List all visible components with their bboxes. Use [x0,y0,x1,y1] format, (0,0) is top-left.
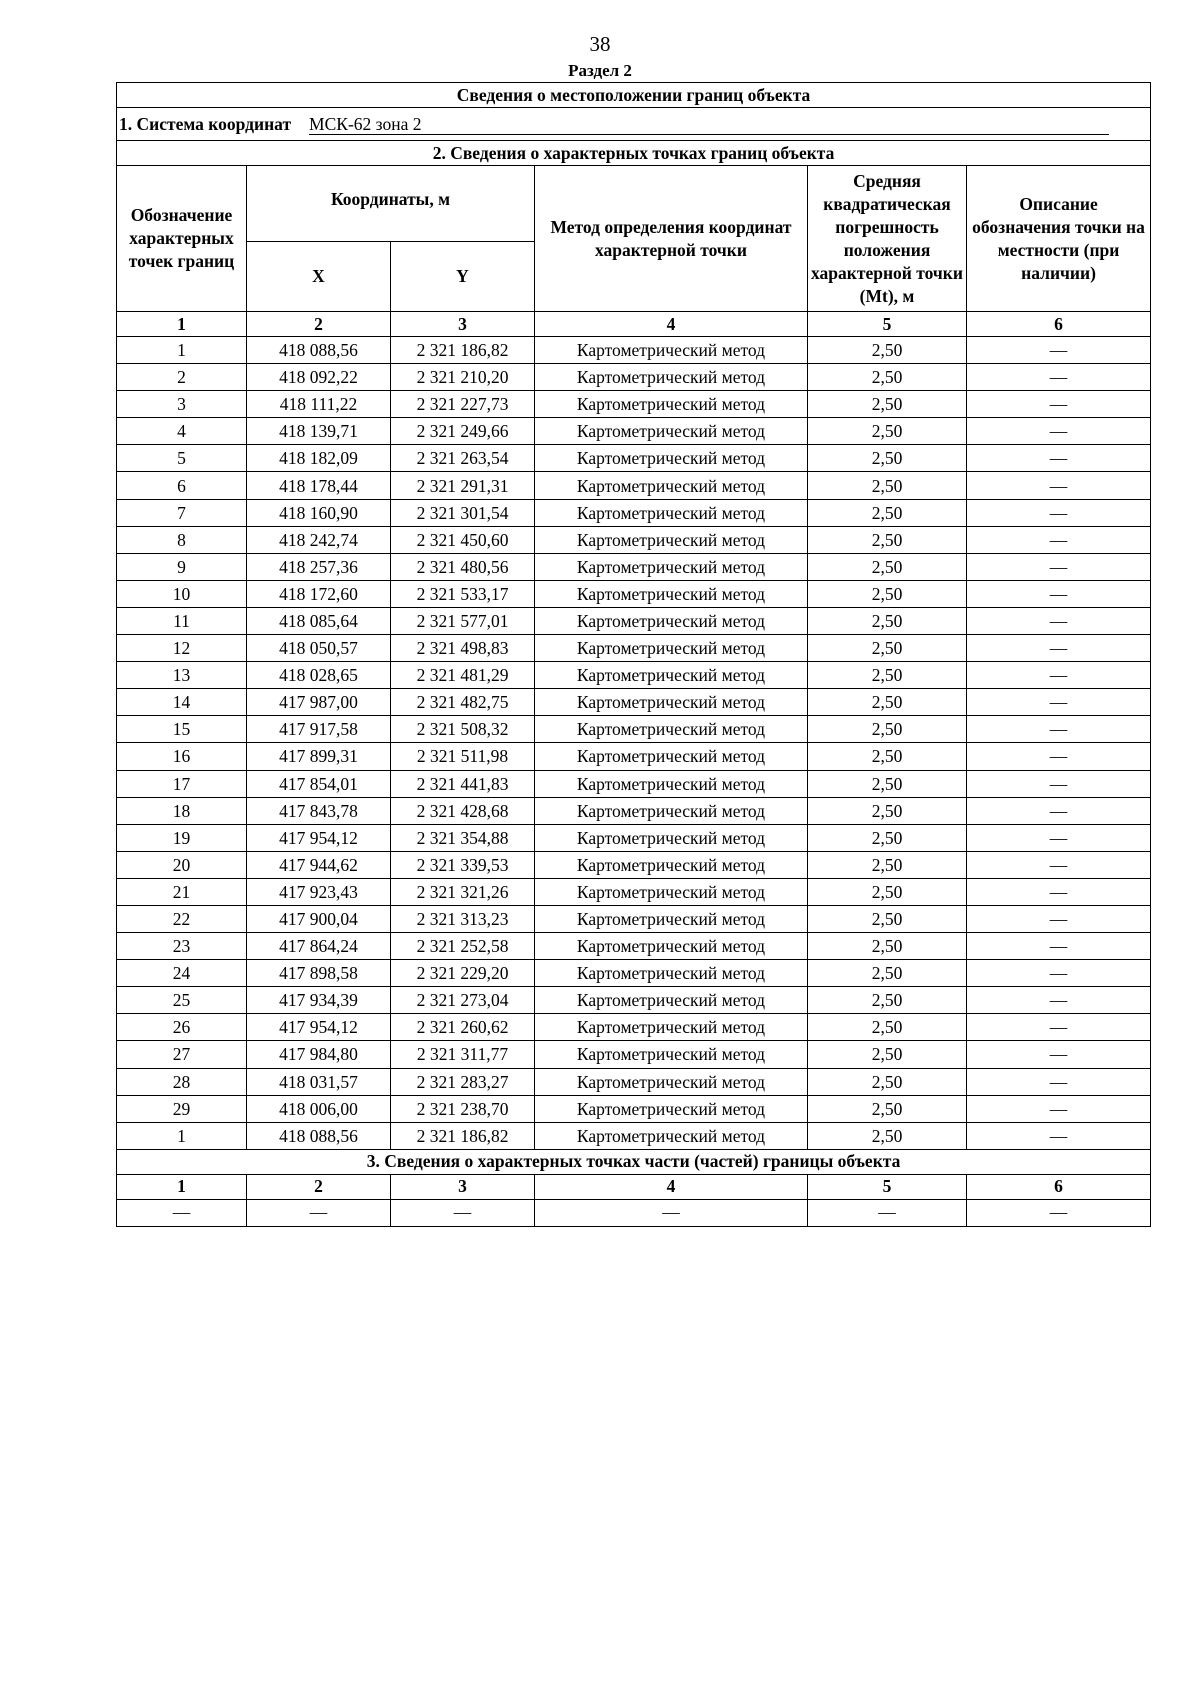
empty-cell: — [247,1199,391,1226]
coord-x: 418 139,71 [247,418,391,445]
table-row [117,418,1151,445]
coord-y: 2 321 291,31 [391,472,535,499]
coord-y: 2 321 273,04 [391,987,535,1014]
coord-x: 417 923,43 [247,878,391,905]
description: — [967,743,1151,770]
description: — [967,1068,1151,1095]
coord-x: 417 898,58 [247,960,391,987]
description: — [967,960,1151,987]
description: — [967,662,1151,689]
description: — [967,418,1151,445]
point-id: 12 [117,635,247,662]
header-y: Y [391,242,535,312]
mt-error: 2,50 [808,499,967,526]
coord-x: 418 006,00 [247,1095,391,1122]
method: Картометрический метод [535,445,808,472]
point-id: 16 [117,743,247,770]
empty-cell: — [808,1199,967,1226]
mt-error: 2,50 [808,960,967,987]
description: — [967,933,1151,960]
table-row [117,824,1151,851]
description: — [967,472,1151,499]
method: Картометрический метод [535,1041,808,1068]
coord-x: 417 900,04 [247,905,391,932]
coord-x: 418 031,57 [247,1068,391,1095]
table-row [117,337,1151,364]
column-numbers-row [117,312,1151,337]
mt-error: 2,50 [808,580,967,607]
table-row [117,689,1151,716]
method: Картометрический метод [535,472,808,499]
method: Картометрический метод [535,499,808,526]
table-row [117,553,1151,580]
header-point-designation: Обозначение характерных точек границ [117,166,247,312]
coord-y: 2 321 210,20 [391,364,535,391]
description: — [967,635,1151,662]
description: — [967,1122,1151,1149]
mt-error: 2,50 [808,851,967,878]
coord-y: 2 321 339,53 [391,851,535,878]
description: — [967,445,1151,472]
description: — [967,499,1151,526]
coord-x: 418 050,57 [247,635,391,662]
coord-y: 2 321 354,88 [391,824,535,851]
coord-y: 2 321 186,82 [391,1122,535,1149]
coord-x: 418 182,09 [247,445,391,472]
mt-error: 2,50 [808,716,967,743]
section-title: Раздел 2 [568,61,632,80]
point-id: 11 [117,607,247,634]
mt-error: 2,50 [808,418,967,445]
method: Картометрический метод [535,1095,808,1122]
table-row [117,1041,1151,1068]
coord-x: 417 944,62 [247,851,391,878]
coord-y: 2 321 229,20 [391,960,535,987]
point-id: 8 [117,526,247,553]
coord-x: 417 854,01 [247,770,391,797]
coord-x: 417 934,39 [247,987,391,1014]
table-row [117,580,1151,607]
method: Картометрический метод [535,635,808,662]
point-id: 15 [117,716,247,743]
method: Картометрический метод [535,662,808,689]
header-x: X [247,242,391,312]
table-row [117,445,1151,472]
description: — [967,1014,1151,1041]
mt-error: 2,50 [808,472,967,499]
column-number: 2 [247,312,391,337]
method: Картометрический метод [535,337,808,364]
point-id: 23 [117,933,247,960]
coord-y: 2 321 301,54 [391,499,535,526]
point-id: 18 [117,797,247,824]
description: — [967,716,1151,743]
coord-x: 418 092,22 [247,364,391,391]
coord-y: 2 321 511,98 [391,743,535,770]
table-row [117,391,1151,418]
description: — [967,391,1151,418]
header-coordinates: Координаты, м [247,166,535,242]
method: Картометрический метод [535,526,808,553]
table-row [117,472,1151,499]
coord-x: 417 987,00 [247,689,391,716]
point-id: 25 [117,987,247,1014]
description: — [967,526,1151,553]
coord-y: 2 321 252,58 [391,933,535,960]
coord-x: 418 242,74 [247,526,391,553]
coord-y: 2 321 482,75 [391,689,535,716]
coord-y: 2 321 428,68 [391,797,535,824]
table-row [117,635,1151,662]
coord-y: 2 321 441,83 [391,770,535,797]
mt-error: 2,50 [808,607,967,634]
mt-error: 2,50 [808,770,967,797]
coord-y: 2 321 186,82 [391,337,535,364]
method: Картометрический метод [535,1068,808,1095]
coord-y: 2 321 238,70 [391,1095,535,1122]
method: Картометрический метод [535,824,808,851]
coord-y: 2 321 508,32 [391,716,535,743]
column-number: 1 [117,1174,247,1199]
coord-x: 418 178,44 [247,472,391,499]
method: Картометрический метод [535,689,808,716]
point-id: 1 [117,1122,247,1149]
point-id: 27 [117,1041,247,1068]
method: Картометрический метод [535,851,808,878]
coord-x: 418 028,65 [247,662,391,689]
point-id: 13 [117,662,247,689]
coord-x: 418 257,36 [247,553,391,580]
table-row [117,716,1151,743]
table-row [117,878,1151,905]
coord-y: 2 321 533,17 [391,580,535,607]
coord-y: 2 321 311,77 [391,1041,535,1068]
coord-x: 417 899,31 [247,743,391,770]
table-row [117,499,1151,526]
table-row [117,770,1151,797]
coord-y: 2 321 480,56 [391,553,535,580]
coord-y: 2 321 321,26 [391,878,535,905]
point-id: 5 [117,445,247,472]
method: Картометрический метод [535,905,808,932]
method: Картометрический метод [535,933,808,960]
method: Картометрический метод [535,987,808,1014]
table-row [117,1095,1151,1122]
coord-x: 418 160,90 [247,499,391,526]
mt-error: 2,50 [808,933,967,960]
method: Картометрический метод [535,716,808,743]
mt-error: 2,50 [808,689,967,716]
description: — [967,987,1151,1014]
point-id: 9 [117,553,247,580]
description: — [967,337,1151,364]
header-description: Описание обозначения точки на местности (при наличии) [967,166,1151,312]
description: — [967,689,1151,716]
mt-error: 2,50 [808,1014,967,1041]
table-row [117,905,1151,932]
point-id: 29 [117,1095,247,1122]
page-number: 38 [589,32,611,56]
method: Картометрический метод [535,770,808,797]
coord-y: 2 321 263,54 [391,445,535,472]
table-row [117,526,1151,553]
method: Картометрический метод [535,797,808,824]
column-number: 4 [535,1174,808,1199]
table-row [117,662,1151,689]
point-id: 17 [117,770,247,797]
coord-x: 417 954,12 [247,1014,391,1041]
description: — [967,824,1151,851]
coord-x: 417 864,24 [247,933,391,960]
mt-error: 2,50 [808,824,967,851]
table-row [117,1122,1151,1149]
column-number: 5 [808,1174,967,1199]
coord-x: 418 172,60 [247,580,391,607]
coord-system-row [117,108,1151,141]
method: Картометрический метод [535,960,808,987]
mt-error: 2,50 [808,635,967,662]
coord-x: 417 984,80 [247,1041,391,1068]
description: — [967,1095,1151,1122]
method: Картометрический метод [535,553,808,580]
point-id: 6 [117,472,247,499]
method: Картометрический метод [535,1122,808,1149]
description: — [967,580,1151,607]
table-row [117,607,1151,634]
description: — [967,1041,1151,1068]
mt-error: 2,50 [808,905,967,932]
mt-error: 2,50 [808,445,967,472]
column-number: 6 [967,1174,1151,1199]
point-id: 20 [117,851,247,878]
coord-system-label: 1. Система координат [119,113,292,134]
empty-cell: — [391,1199,535,1226]
method: Картометрический метод [535,391,808,418]
point-id: 4 [117,418,247,445]
header-method: Метод определения координат характерной точки [535,166,808,312]
coord-x: 417 954,12 [247,824,391,851]
empty-cell: — [117,1199,247,1226]
table-row [117,797,1151,824]
table-title: Сведения о местоположении границ объекта [117,83,1151,108]
column-number: 3 [391,312,535,337]
column-number: 6 [967,312,1151,337]
description: — [967,607,1151,634]
point-id: 24 [117,960,247,987]
table-row [117,1068,1151,1095]
table-row [117,933,1151,960]
mt-error: 2,50 [808,987,967,1014]
point-id: 10 [117,580,247,607]
method: Картометрический метод [535,743,808,770]
coord-y: 2 321 227,73 [391,391,535,418]
coord-system-value: МСК-62 зона 2 [309,114,1109,135]
mt-error: 2,50 [808,797,967,824]
table-row [117,743,1151,770]
column-numbers-row [117,1174,1151,1199]
point-id: 26 [117,1014,247,1041]
part-points-empty-row [117,1199,1151,1226]
column-number: 5 [808,312,967,337]
mt-error: 2,50 [808,662,967,689]
column-number: 3 [391,1174,535,1199]
method: Картометрический метод [535,580,808,607]
mt-error: 2,50 [808,1041,967,1068]
point-id: 3 [117,391,247,418]
coord-x: 418 085,64 [247,607,391,634]
table-row [117,960,1151,987]
coord-y: 2 321 577,01 [391,607,535,634]
coord-y: 2 321 249,66 [391,418,535,445]
table-row [117,851,1151,878]
coord-x: 417 917,58 [247,716,391,743]
description: — [967,553,1151,580]
mt-error: 2,50 [808,878,967,905]
mt-error: 2,50 [808,364,967,391]
column-number: 1 [117,312,247,337]
empty-cell: — [535,1199,808,1226]
coord-y: 2 321 498,83 [391,635,535,662]
mt-error: 2,50 [808,1095,967,1122]
mt-error: 2,50 [808,1068,967,1095]
empty-cell: — [967,1199,1151,1226]
point-id: 28 [117,1068,247,1095]
description: — [967,851,1151,878]
mt-error: 2,50 [808,337,967,364]
coord-x: 417 843,78 [247,797,391,824]
mt-error: 2,50 [808,553,967,580]
description: — [967,905,1151,932]
method: Картометрический метод [535,878,808,905]
column-number: 2 [247,1174,391,1199]
coord-x: 418 088,56 [247,1122,391,1149]
mt-error: 2,50 [808,1122,967,1149]
point-id: 22 [117,905,247,932]
subsection-3-title: 3. Сведения о характерных точках части (частей) границы объекта [117,1149,1151,1174]
mt-error: 2,50 [808,743,967,770]
description: — [967,878,1151,905]
point-id: 1 [117,337,247,364]
point-id: 2 [117,364,247,391]
point-id: 21 [117,878,247,905]
coord-y: 2 321 450,60 [391,526,535,553]
method: Картометрический метод [535,418,808,445]
header-error: Средняя квадратическая погрешность положения характерной точки (Mt), м [808,166,967,312]
description: — [967,364,1151,391]
coord-x: 418 111,22 [247,391,391,418]
coord-x: 418 088,56 [247,337,391,364]
table-row [117,987,1151,1014]
method: Картометрический метод [535,607,808,634]
table-row [117,1014,1151,1041]
point-id: 19 [117,824,247,851]
method: Картометрический метод [535,1014,808,1041]
description: — [967,797,1151,824]
boundary-info-table [116,82,1151,1227]
table-row [117,364,1151,391]
mt-error: 2,50 [808,526,967,553]
subsection-2-title: 2. Сведения о характерных точках границ объекта [117,141,1151,166]
point-id: 7 [117,499,247,526]
method: Картометрический метод [535,364,808,391]
column-number: 4 [535,312,808,337]
coord-y: 2 321 481,29 [391,662,535,689]
description: — [967,770,1151,797]
coord-y: 2 321 313,23 [391,905,535,932]
coord-y: 2 321 283,27 [391,1068,535,1095]
point-id: 14 [117,689,247,716]
coord-y: 2 321 260,62 [391,1014,535,1041]
mt-error: 2,50 [808,391,967,418]
